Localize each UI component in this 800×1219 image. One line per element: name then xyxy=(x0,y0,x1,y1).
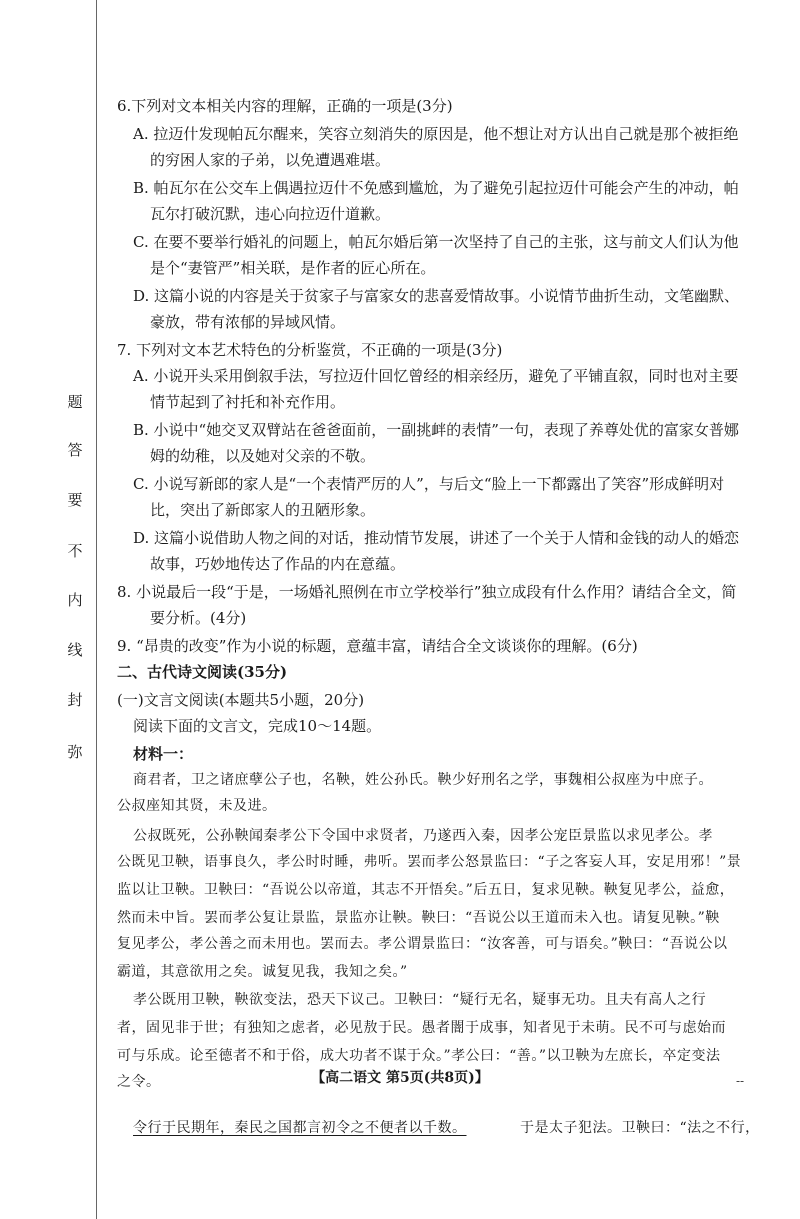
side-char: 线 xyxy=(67,641,83,659)
text-line: 霸道，其意欲用之矣。诚复见我，我知之矣。” xyxy=(117,964,408,980)
text-line: 然而未中旨。罢而孝公复让景监，景监亦让鞅。鞅曰：“吾说公以王道而未入也。请复见鞅。”鞅 xyxy=(117,910,720,926)
text-line: 8. 小说最后一段“于是，一场婚礼照例在市立学校举行”独立成段有什么作用？请结合全文，简 xyxy=(117,583,737,601)
text-line: 商君者，卫之诸庶孽公子也，名鞅，姓公孙氏。鞅少好刑名之学，事魏相公叔座为中庶子。 xyxy=(133,772,713,788)
text-line: 阅读下面的文言文，完成10～14题。 xyxy=(133,717,382,735)
text-line: C. 在要不要举行婚礼的问题上，帕瓦尔婚后第一次坚持了自己的主张，这与前文人们认为他 xyxy=(133,233,739,251)
side-char: 题 xyxy=(67,393,83,411)
text-line: 于是太子犯法。卫鞅曰：“法之不行， xyxy=(520,1120,760,1136)
text-line: 可与乐成。论至德者不和于俗，成大功者不谋于众。”孝公曰：“善。”以卫鞅为左庶长，卒定变法 xyxy=(117,1048,721,1064)
side-char: 弥 xyxy=(67,743,83,761)
side-char: 内 xyxy=(67,591,83,609)
text-line: 者，固见非于世；有独知之虑者，必见敖于民。愚者闇于成事，知者见于未萌。民不可与虑始而 xyxy=(117,1020,726,1036)
text-line: 比，突出了新郎家人的丑陋形象。 xyxy=(150,501,376,519)
text-line: B. 帕瓦尔在公交车上偶遇拉迈什不免感到尴尬，为了避免引起拉迈什可能会产生的冲动，帕 xyxy=(133,179,739,197)
text-line: 姆的幼稚，以及她对父亲的不敬。 xyxy=(150,447,376,465)
text-line: 豪放，带有浓郁的异域风情。 xyxy=(150,313,346,331)
text-line: 监以让卫鞅。卫鞅曰：“吾说公以帝道，其志不开悟矣。”后五日，复求见鞅。鞅复见孝公，益愈， xyxy=(117,882,735,898)
side-char: 封 xyxy=(67,691,83,709)
text-line: 故事，巧妙地传达了作品的内在意蕴。 xyxy=(150,555,406,573)
text-line: A. 小说开头采用倒叙手法，写拉迈什回忆曾经的相亲经历，避免了平铺直叙，同时也对主要 xyxy=(133,367,739,385)
text-line: 之令。 xyxy=(117,1074,161,1090)
text-line: A. 拉迈什发现帕瓦尔醒来，笑容立刻消失的原因是，他不想让对方认出自己就是那个被拒绝 xyxy=(133,125,739,143)
binding-line xyxy=(96,0,97,1219)
text-line: 公叔座知其贤，未及进。 xyxy=(117,798,277,814)
text-line: 9. “昂贵的改变”作为小说的标题，意蕴丰富，请结合全文谈谈你的理解。(6分) xyxy=(117,637,638,655)
text-line: 孝公既用卫鞅，鞅欲变法，恐天下议己。卫鞅曰：“疑行无名，疑事无功。且夫有高人之行 xyxy=(133,992,707,1008)
text-line: 材料一： xyxy=(133,745,194,763)
page-mark: -- xyxy=(736,1074,745,1088)
text-line: 7. 下列对文本艺术特色的分析鉴赏，不正确的一项是(3分) xyxy=(117,341,503,359)
text-line: 公既见卫鞅，语事良久，孝公时时睡，弗听。罢而孝公怒景监曰：“子之客妄人耳，安足用邪！”景 xyxy=(117,854,742,870)
text-line: 瓦尔打破沉默，违心向拉迈什道歉。 xyxy=(150,205,391,223)
text-line: C. 小说写新郎的家人是“一个表情严厉的人”，与后文“脸上一下都露出了笑容”形成鲜明对 xyxy=(133,475,725,493)
side-char: 不 xyxy=(67,542,83,560)
text-line: (一)文言文阅读(本题共5小题，20分) xyxy=(117,691,365,709)
text-line: 令行于民期年，秦民之国都言初令之不便者以千数。 xyxy=(133,1120,467,1136)
side-char: 要 xyxy=(67,491,83,509)
text-line: 的穷困人家的子弟，以免遭遇难堪。 xyxy=(150,151,391,169)
text-line: D. 这篇小说的内容是关于贫家子与富家女的悲喜爱情故事。小说情节曲折生动，文笔幽默、 xyxy=(133,287,740,305)
side-char: 答 xyxy=(67,441,83,459)
text-line: 复见孝公，孝公善之而未用也。罢而去。孝公谓景监曰：“汝客善，可与语矣。”鞅曰：“吾说公以 xyxy=(117,936,728,952)
text-line: 二、古代诗文阅读(35分) xyxy=(117,663,288,681)
text-line: 是个“妻管严”相关联，是作者的匠心所在。 xyxy=(150,259,436,277)
text-line: 要分析。(4分) xyxy=(150,609,247,627)
page-footer: 【高二语文 第5页(共8页)】 xyxy=(311,1070,489,1086)
text-line: D. 这篇小说借助人物之间的对话，推动情节发展，讲述了一个关于人情和金钱的动人的婚恋 xyxy=(133,529,740,547)
text-line: 公叔既死，公孙鞅闻秦孝公下令国中求贤者，乃遂西入秦，因孝公宠臣景监以求见孝公。孝 xyxy=(133,828,713,844)
text-line: 6.下列对文本相关内容的理解，正确的一项是(3分) xyxy=(117,97,453,115)
text-line: 情节起到了衬托和补充作用。 xyxy=(150,393,346,411)
text-line: B. 小说中“她交叉双臂站在爸爸面前，一副挑衅的表情”一句，表现了养尊处优的富家女普娜 xyxy=(133,421,739,439)
